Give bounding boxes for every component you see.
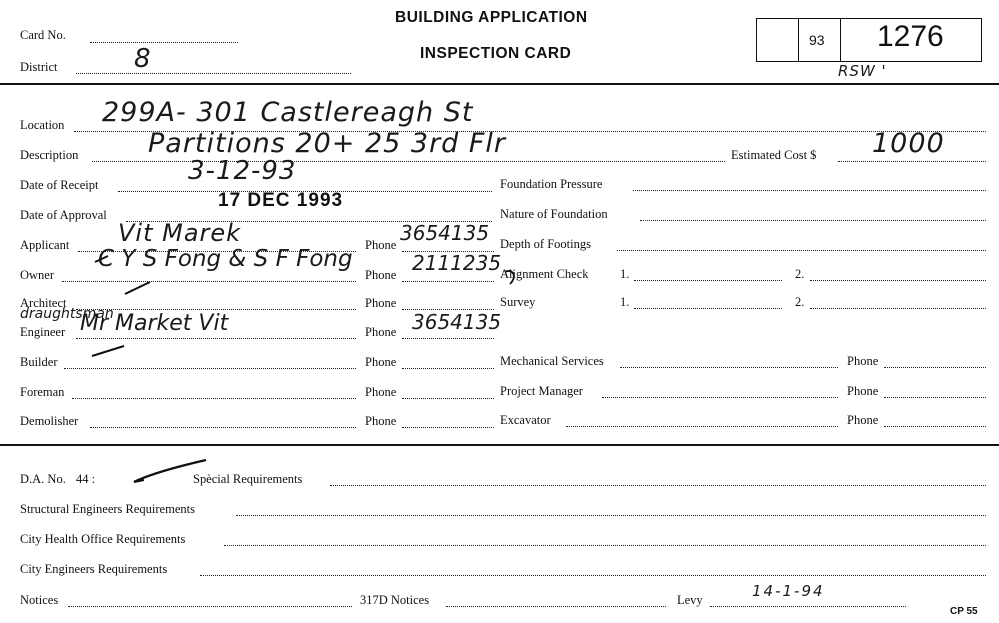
architect-label: Architect xyxy=(20,296,67,310)
excavator-phone-label: Phone xyxy=(847,413,879,427)
estimated-cost-value: 1000 xyxy=(872,128,945,159)
engineer-value: Mr Market Vit xyxy=(80,311,229,336)
section-divider xyxy=(0,444,999,446)
description-label: Description xyxy=(20,148,79,162)
approval-stamp: 17 DEC 1993 xyxy=(218,190,344,211)
health-label: City Health Office Requirements xyxy=(20,532,186,546)
special-requirements-field[interactable] xyxy=(330,485,986,486)
estimated-cost-label: Estimated Cost $ xyxy=(731,148,817,162)
city-engineers-field[interactable] xyxy=(200,575,986,576)
card-title-line1: BUILDING APPLICATION xyxy=(395,9,588,26)
engineer-phone-label: Phone xyxy=(365,325,397,339)
foundation-pressure-label: Foundation Pressure xyxy=(500,177,603,191)
applicant-label: Applicant xyxy=(20,238,70,252)
applicant-phone-value: 3654135 xyxy=(400,221,490,245)
demolisher-label: Demolisher xyxy=(20,414,79,428)
mechanical-label: Mechanical Services xyxy=(500,354,604,368)
alignment-check-num2: 2. xyxy=(795,267,805,281)
notices317-field[interactable] xyxy=(446,606,666,607)
owner-phone-label: Phone xyxy=(365,268,397,282)
notices-label: Notices xyxy=(20,593,59,607)
depth-footings-label: Depth of Footings xyxy=(500,237,591,251)
city-engineers-label: City Engineers Requirements xyxy=(20,562,168,576)
levy-label: Levy xyxy=(677,593,703,607)
alignment-check-label: Alignment Check xyxy=(500,267,589,281)
inspector-initials: RSW ' xyxy=(838,62,887,80)
card-no-label: Card No. xyxy=(20,28,66,42)
survey-label: Survey xyxy=(500,295,536,309)
survey-num2: 2. xyxy=(795,295,805,309)
architect-phone-label: Phone xyxy=(365,296,397,310)
health-field[interactable] xyxy=(224,545,986,546)
applicant-phone-label: Phone xyxy=(365,238,397,252)
notices-field[interactable] xyxy=(68,606,352,607)
notices317-label: 317D Notices xyxy=(360,593,430,607)
engineer-label: Engineer xyxy=(20,325,66,339)
mechanical-phone-label: Phone xyxy=(847,354,879,368)
demolisher-phone-label: Phone xyxy=(365,414,397,428)
form-code: CP 55 xyxy=(950,606,978,617)
district-value: 8 xyxy=(134,44,152,74)
location-label: Location xyxy=(20,118,65,132)
description-value: Partitions 20+ 25 3rd Flr xyxy=(148,128,507,159)
foreman-phone-label: Phone xyxy=(365,385,397,399)
da-no-value: 44 : xyxy=(76,472,96,486)
date-receipt-value: 3-12-93 xyxy=(188,156,297,186)
owner-phone-value: 2111235 xyxy=(412,251,502,275)
excavator-label: Excavator xyxy=(500,413,551,427)
da-no-label: D.A. No. xyxy=(20,472,66,486)
card-title-line2: INSPECTION CARD xyxy=(420,45,572,62)
architect-value: draughtsman xyxy=(20,306,114,322)
levy-field[interactable] xyxy=(710,606,906,607)
year-box: 93 xyxy=(809,32,825,48)
date-approval-label: Date of Approval xyxy=(20,208,107,222)
number-box: 1276 xyxy=(877,20,944,53)
special-requirements-label: Spècial Requirements xyxy=(193,472,303,486)
structural-field[interactable] xyxy=(236,515,986,516)
location-value: 299A- 301 Castlereagh St xyxy=(102,97,474,128)
builder-phone-label: Phone xyxy=(365,355,397,369)
district-label: District xyxy=(20,60,58,74)
owner-label: Owner xyxy=(20,268,55,282)
project-manager-phone-label: Phone xyxy=(847,384,879,398)
date-receipt-label: Date of Receipt xyxy=(20,178,99,192)
applicant-value: Vit Marek xyxy=(118,219,242,247)
project-manager-label: Project Manager xyxy=(500,384,583,398)
engineer-phone-value: 3654135 xyxy=(412,310,502,334)
builder-label: Builder xyxy=(20,355,58,369)
owner-value: C Y S Fong & S F Fong xyxy=(98,246,353,272)
structural-label: Structural Engineers Requirements xyxy=(20,502,195,516)
foreman-label: Foreman xyxy=(20,385,65,399)
survey-num1: 1. xyxy=(620,295,630,309)
nature-foundation-label: Nature of Foundation xyxy=(500,207,608,221)
levy-value: 14-1-94 xyxy=(752,582,825,600)
alignment-check-num1: 1. xyxy=(620,267,630,281)
